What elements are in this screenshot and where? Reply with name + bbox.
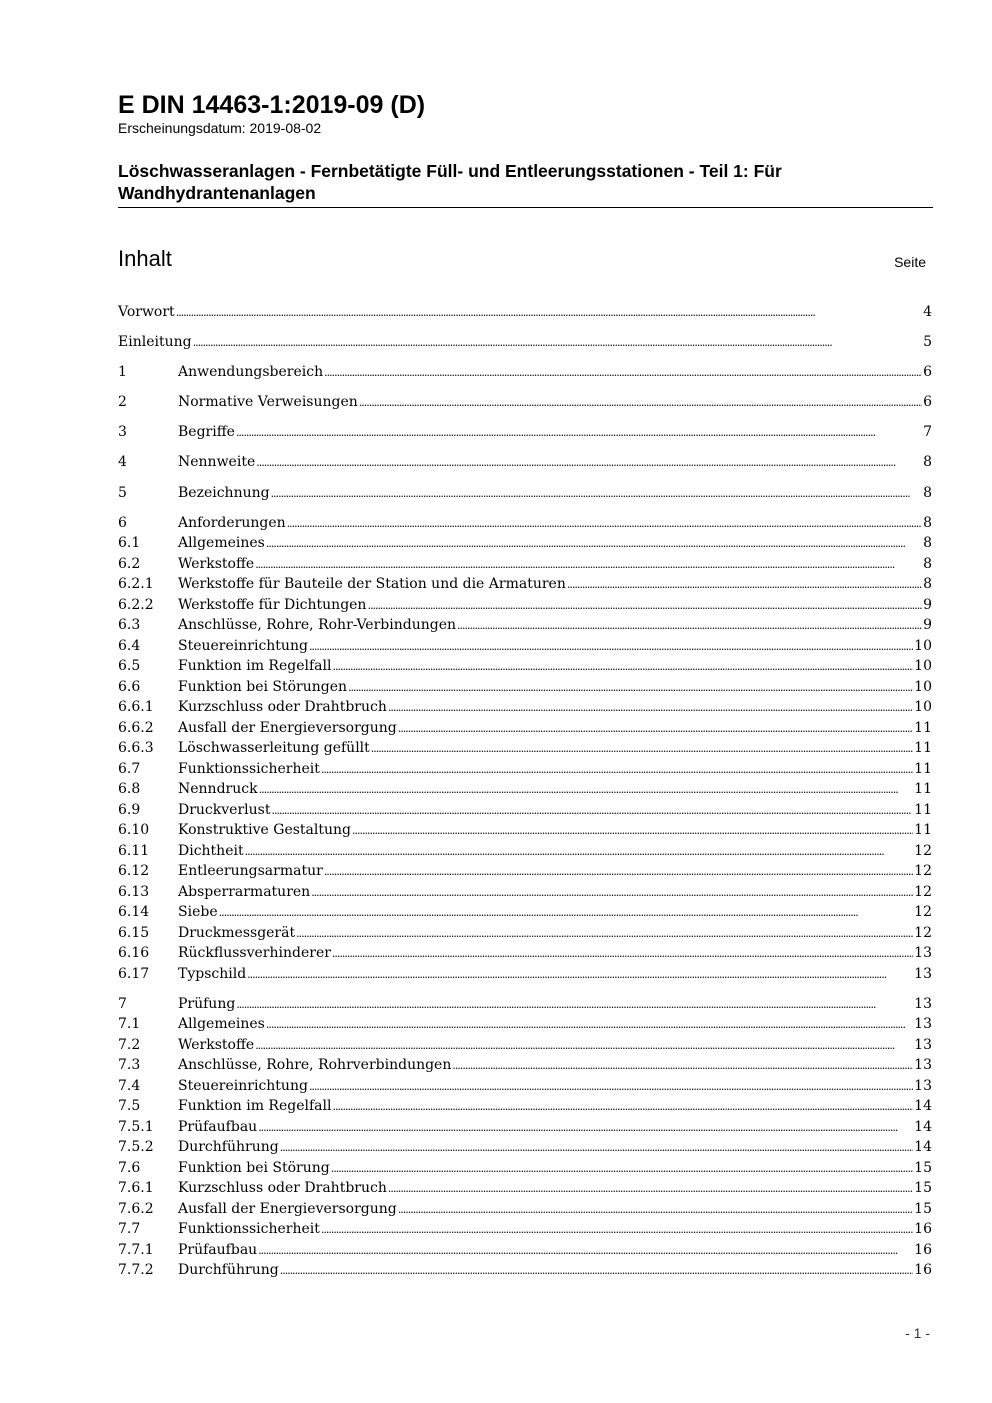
toc-dot-leader [271,484,922,505]
toc-entry-page: 13 [914,965,932,982]
toc-dot-leader [236,423,922,444]
toc-entry[interactable] [118,759,932,780]
toc-entry-page: 15 [914,1200,932,1217]
toc-entry[interactable] [118,861,932,882]
toc-entry-number: 6.6 [118,678,141,695]
toc-entry[interactable] [118,574,932,595]
toc-entry-number: 7.5.2 [118,1139,154,1156]
toc-entry-number: 6.16 [118,945,150,962]
toc-entry-title: Entleerungsarmatur [178,863,323,880]
toc-entry-page: 14 [914,1098,932,1115]
toc-entry-title: Ausfall der Energieversorgung [178,1200,397,1217]
toc-dot-leader [352,821,913,842]
toc-entry[interactable] [118,1035,932,1056]
toc-entry-title: Funktion bei Störung [178,1159,330,1176]
toc-entry[interactable] [118,800,932,821]
toc-entry-title: Vorwort [118,304,175,320]
toc-entry-title: Einleitung [118,334,192,351]
toc-entry[interactable] [118,902,932,923]
toc-entry-page: 12 [914,904,932,921]
toc-entry[interactable] [118,1199,932,1220]
toc-entry-title: Nenndruck [178,781,258,798]
toc-dot-leader [359,393,922,414]
toc-entry-number: 3 [118,424,127,441]
toc-entry-number: 6.17 [118,965,150,982]
toc-entry[interactable] [118,841,932,862]
toc-entry-title: Bezeichnung [178,484,270,501]
toc-dot-leader [236,995,913,1016]
document-header [118,90,933,137]
toc-entry-title: Werkstoffe für Bauteile der Station und die Armaturen [178,576,566,593]
toc-entry-number: 6.8 [118,781,141,798]
toc-entry-number: 7.6.2 [118,1200,154,1217]
toc-entry-title: Anschlüsse, Rohre, Rohrverbindungen [178,1057,452,1074]
document-id: E DIN 14463-1:2019-09 (D) [118,91,426,119]
toc-entry-title: Anschlüsse, Rohre, Rohr-Verbindungen [178,617,456,634]
toc-entry-page: 16 [914,1262,932,1279]
toc-entry-page: 10 [914,678,932,695]
toc-entry-title: Begriffe [178,424,235,441]
toc-dot-leader [388,698,913,719]
toc-entry[interactable] [118,1076,932,1097]
toc-entry-title: Werkstoffe [178,1036,255,1053]
toc-entry[interactable] [118,677,932,698]
toc-entry[interactable] [118,1158,932,1179]
toc-entry-page: 13 [914,1057,932,1074]
toc-entry-number: 7.5.1 [118,1118,154,1135]
toc-entry-number: 6.6.1 [118,699,154,716]
toc-dot-leader [371,739,913,760]
toc-dot-leader [176,303,922,324]
toc-dot-leader [287,514,922,535]
toc-entry-page: 10 [914,658,932,675]
toc-entry-page: 8 [923,535,932,552]
toc-entry-number: 6.10 [118,822,150,839]
document-title: Löschwasseranlagen - Fernbetätigte Füll- und Entleerungsstationen - Teil 1: Für Wandhydrantenanlagen [118,160,933,208]
toc-dot-leader [398,719,913,740]
toc-entry-title: Kurzschluss oder Drahtbruch [178,1180,387,1197]
toc-entry-title: Durchführung [178,1139,279,1156]
toc-entry-number: 6.1 [118,535,141,552]
toc-entry-title: Werkstoffe für Dichtungen [178,596,367,613]
toc-entry-number: 6.14 [118,904,150,921]
toc-entry[interactable] [118,615,932,636]
toc-entry-page: 13 [914,1016,932,1033]
toc-entry-page: 11 [914,760,932,777]
toc-entry-number: 6.7 [118,760,141,777]
toc-dot-leader [193,333,923,354]
toc-entry-page: 4 [923,304,932,320]
toc-entry-page: 12 [914,863,932,880]
toc-entry[interactable] [118,943,932,964]
toc-entry[interactable] [118,697,932,718]
toc-entry-number: 1 [118,364,127,381]
toc-entry-number: 6.4 [118,637,141,654]
toc-entry-page: 10 [914,699,932,716]
toc-entry-number: 7.4 [118,1077,141,1094]
toc-dot-leader [255,555,922,576]
toc-dot-leader [457,616,922,637]
toc-dot-leader [266,534,922,555]
toc-entry-title: Anwendungsbereich [178,364,324,381]
toc-entry-title: Dichtheit [178,842,244,859]
toc-dot-leader [280,1138,913,1159]
toc-entry[interactable] [118,718,932,739]
toc-entry-title: Kurzschluss oder Drahtbruch [178,699,387,716]
toc-dot-leader [367,596,922,617]
toc-entry-number: 7.7.1 [118,1241,154,1258]
toc-entry-page: 8 [923,514,932,531]
toc-entry-page: 11 [914,822,932,839]
toc-entry[interactable] [118,1240,932,1261]
toc-dot-leader [324,862,913,883]
toc-entry-title: Rückflussverhinderer [178,945,331,962]
toc-entry-title: Prüfung [178,995,236,1012]
toc-entry-page: 10 [914,637,932,654]
toc-entry-page: 8 [923,454,932,471]
toc-entry-title: Druckverlust [178,801,271,818]
table-of-contents [118,302,932,1281]
toc-dot-leader [348,678,913,699]
toc-entry[interactable] [118,820,932,841]
toc-entry[interactable] [118,738,932,759]
toc-entry-page: 6 [923,394,932,411]
toc-dot-leader [256,453,922,474]
page-number: - 1 - [905,1325,930,1341]
toc-entry-title: Steuereinrichtung [178,637,308,654]
toc-dot-leader [332,1097,913,1118]
toc-entry[interactable] [118,1117,932,1138]
toc-entry[interactable] [118,1055,932,1076]
toc-entry-title: Normative Verweisungen [178,394,358,411]
toc-entry-number: 6.15 [118,924,150,941]
toc-entry-number: 6.11 [118,842,150,859]
toc-header [118,245,926,275]
toc-entry[interactable] [118,513,932,534]
toc-entry-page: 11 [914,801,932,818]
publication-date: Erscheinungsdatum: 2019-08-02 [118,120,322,136]
toc-entry-title: Prüfaufbau [178,1241,258,1258]
toc-entry-number: 6.13 [118,883,150,900]
toc-dot-leader [247,965,913,986]
toc-entry-title: Anforderungen [178,514,286,531]
toc-entry[interactable] [118,1014,932,1035]
toc-entry-page: 13 [914,1036,932,1053]
toc-dot-leader [258,1118,913,1139]
toc-entry[interactable] [118,1137,932,1158]
toc-entry-page: 15 [914,1180,932,1197]
toc-entry-page: 11 [914,740,932,757]
toc-entry-page: 7 [923,424,932,441]
toc-entry-number: 7.5 [118,1098,141,1115]
toc-entry-number: 7.7 [118,1221,141,1238]
toc-entry-number: 7.7.2 [118,1262,154,1279]
toc-entry-page: 13 [914,995,932,1012]
toc-entry-title: Prüfaufbau [178,1118,258,1135]
toc-entry-page: 14 [914,1118,932,1135]
toc-entry[interactable] [118,392,932,413]
toc-entry-page: 15 [914,1159,932,1176]
toc-entry-title: Funktionssicherheit [178,1221,320,1238]
toc-entry[interactable] [118,452,932,473]
toc-entry-page: 6 [923,364,932,381]
toc-entry-number: 7 [118,995,127,1012]
toc-dot-leader [309,637,913,658]
toc-dot-leader [258,1241,913,1262]
toc-entry[interactable] [118,1260,932,1281]
toc-dot-leader [219,903,914,924]
toc-dot-leader [271,801,913,822]
toc-dot-leader [259,780,914,801]
toc-heading: Inhalt [118,246,172,271]
toc-entry-number: 7.3 [118,1057,141,1074]
toc-entry-page: 12 [914,842,932,859]
toc-entry-page: 12 [914,924,932,941]
toc-entry[interactable] [118,964,932,985]
toc-entry-page: 16 [914,1241,932,1258]
toc-entry-title: Funktion im Regelfall [178,658,332,675]
toc-entry[interactable] [118,1096,932,1117]
toc-dot-leader [321,1220,913,1241]
page-column-label: Seite [894,254,926,270]
toc-entry-page: 13 [914,945,932,962]
toc-entry-page: 11 [914,719,932,736]
toc-entry-number: 2 [118,394,127,411]
toc-entry-page: 8 [923,576,932,593]
toc-dot-leader [324,363,922,384]
toc-dot-leader [332,657,913,678]
toc-entry-title: Nennweite [178,454,256,471]
toc-entry-number: 6.2.1 [118,576,154,593]
toc-entry-title: Löschwasserleitung gefüllt [178,740,370,757]
toc-entry-number: 7.1 [118,1016,141,1033]
toc-entry-number: 6.6.2 [118,719,154,736]
toc-entry-title: Durchführung [178,1262,279,1279]
toc-entry-number: 6.5 [118,658,141,675]
toc-entry[interactable] [118,779,932,800]
toc-dot-leader [332,944,913,965]
toc-entry[interactable] [118,332,932,353]
toc-dot-leader [321,760,913,781]
toc-entry-page: 13 [914,1077,932,1094]
toc-dot-leader [280,1261,913,1282]
toc-entry-page: 9 [923,617,932,634]
toc-entry[interactable] [118,994,932,1015]
toc-entry-page: 11 [914,781,932,798]
toc-entry[interactable] [118,483,932,504]
toc-entry-page: 8 [923,555,932,572]
toc-entry-title: Ausfall der Energieversorgung [178,719,397,736]
toc-entry-title: Funktion bei Störungen [178,678,348,695]
toc-entry-title: Allgemeines [178,535,265,552]
toc-entry-number: 6.12 [118,863,150,880]
toc-entry-page: 14 [914,1139,932,1156]
toc-dot-leader [296,924,913,945]
toc-entry-title: Siebe [178,904,218,921]
toc-entry-page: 12 [914,883,932,900]
toc-entry-number: 6 [118,514,127,531]
toc-entry-number: 6.9 [118,801,141,818]
toc-entry[interactable] [118,422,932,443]
toc-entry-number: 5 [118,484,127,501]
toc-entry[interactable] [118,882,932,903]
toc-entry-number: 4 [118,454,127,471]
toc-entry-title: Allgemeines [178,1016,265,1033]
toc-entry[interactable] [118,533,932,554]
toc-entry-page: 8 [923,484,932,501]
toc-entry[interactable] [118,923,932,944]
toc-entry-number: 6.6.3 [118,740,154,757]
toc-dot-leader [388,1179,913,1200]
toc-entry[interactable] [118,362,932,383]
toc-entry-number: 7.2 [118,1036,141,1053]
toc-entry[interactable] [118,636,932,657]
toc-entry-title: Funktion im Regelfall [178,1098,332,1115]
toc-dot-leader [309,1077,913,1098]
toc-dot-leader [266,1015,913,1036]
toc-entry-number: 6.2.2 [118,596,154,613]
toc-entry[interactable] [118,595,932,616]
toc-entry[interactable] [118,554,932,575]
toc-entry[interactable] [118,656,932,677]
toc-entry-page: 9 [923,596,932,613]
toc-entry[interactable] [118,1178,932,1199]
toc-dot-leader [452,1056,913,1077]
toc-dot-leader [245,842,914,863]
toc-dot-leader [255,1036,913,1057]
toc-entry-number: 7.6 [118,1159,141,1176]
toc-entry-page: 5 [923,334,932,351]
toc-entry-title: Funktionssicherheit [178,760,320,777]
toc-entry-title: Absperrarmaturen [178,883,311,900]
toc-entry-title: Typschild [178,965,247,982]
toc-entry-title: Druckmessgerät [178,924,296,941]
toc-dot-leader [567,575,922,596]
toc-entry-number: 7.6.1 [118,1180,154,1197]
toc-dot-leader [398,1200,913,1221]
toc-entry[interactable] [118,302,932,323]
toc-entry-number: 6.3 [118,617,141,634]
toc-entry-title: Konstruktive Gestaltung [178,822,352,839]
toc-entry-title: Werkstoffe [178,555,255,572]
toc-dot-leader [311,883,913,904]
toc-entry[interactable] [118,1219,932,1240]
toc-entry-number: 6.2 [118,555,141,572]
toc-entry-title: Steuereinrichtung [178,1077,308,1094]
toc-entry-page: 16 [914,1221,932,1238]
toc-dot-leader [331,1159,913,1180]
